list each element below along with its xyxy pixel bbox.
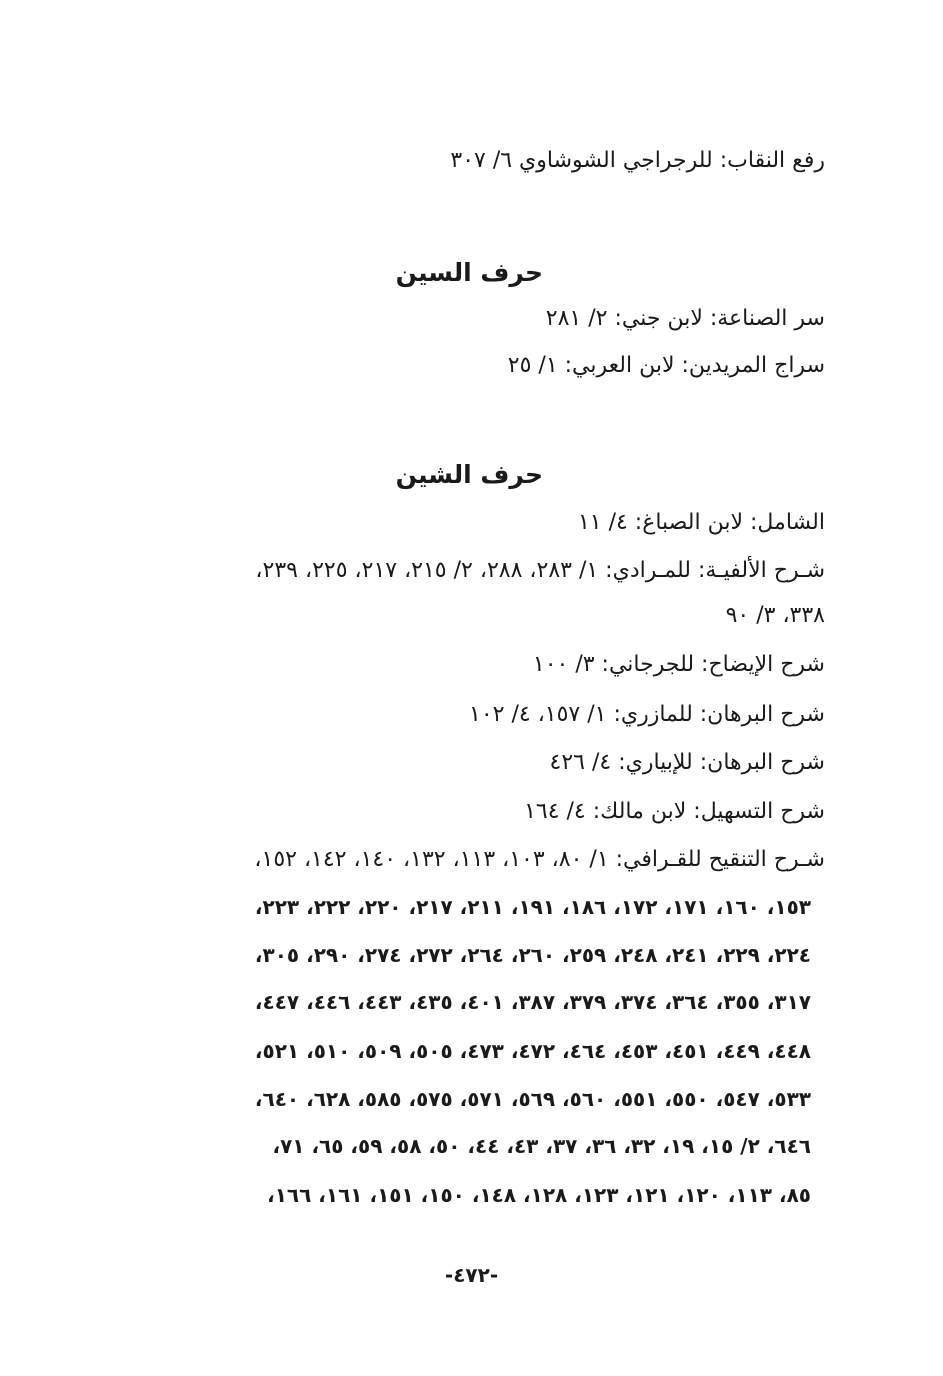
entry-sharh-al-burhan-ibyari: شرح البرهان: للإبياري: ٤/ ٤٢٦ bbox=[549, 750, 825, 775]
entry-sirr-al-sinaa: سر الصناعة: لابن جني: ٢/ ٢٨١ bbox=[545, 306, 825, 331]
tanqih-pages-line-4: ٤٤٨، ٤٤٩، ٤٥١، ٤٥٣، ٤٦٤، ٤٧٢، ٤٧٣، ٥٠٥، ٥٠٩، ٥١٠، ٥٢١، bbox=[254, 1039, 811, 1063]
entry-siraj-al-muridin: سراج المريدين: لابن العربي: ١/ ٢٥ bbox=[507, 353, 825, 378]
entry-sharh-al-tanqih: شـرح التنقيح للقـرافي: ١/ ٨٠، ١٠٣، ١١٣، ١٣٢، ١٤٠، ١٤٢، ١٥٢، bbox=[254, 847, 825, 872]
entry-sharh-al-tashil: شرح التسهيل: لابن مالك: ٤/ ١٦٤ bbox=[524, 799, 825, 824]
page-number: -٤٧٢- bbox=[444, 1263, 499, 1287]
section-heading-sin: حرف السين bbox=[395, 258, 543, 287]
tanqih-pages-line-5: ٥٣٣، ٥٤٧، ٥٥٠، ٥٥١، ٥٦٠، ٥٦٩، ٥٧١، ٥٧٥، ٥٨٥، ٦٢٨، ٦٤٠، bbox=[254, 1087, 811, 1111]
entry-sharh-al-alfiya: شـرح الألفيـة: للمـرادي: ١/ ٢٨٣، ٢٨٨، ٢/ ٢١٥، ٢١٧، ٢٢٥، ٢٣٩، bbox=[255, 558, 825, 583]
entry-al-shamil: الشامل: لابن الصباغ: ٤/ ١١ bbox=[577, 510, 825, 535]
tanqih-pages-line-2: ٢٢٤، ٢٢٩، ٢٤١، ٢٤٨، ٢٥٩، ٢٦٠، ٢٦٤، ٢٧٢، ٢٧٤، ٢٩٠، ٣٠٥، bbox=[254, 943, 811, 967]
tanqih-pages-line-3: ٣١٧، ٣٥٥، ٣٦٤، ٣٧٤، ٣٧٩، ٣٨٧، ٤٠١، ٤٣٥، ٤٤٣، ٤٤٦، ٤٤٧، bbox=[254, 990, 811, 1014]
entry-sharh-al-burhan-mazari: شرح البرهان: للمازري: ١/ ١٥٧، ٤/ ١٠٢ bbox=[469, 702, 825, 727]
tanqih-pages-line-6: ٦٤٦، ٢/ ١٥، ١٩، ٣٢، ٣٦، ٣٧، ٤٣، ٤٤، ٥٠، ٥٨، ٥٩، ٦٥، ٧١، bbox=[272, 1134, 811, 1158]
tanqih-pages-line-1: ١٥٣، ١٦٠، ١٧١، ١٧٢، ١٨٦، ١٩١، ٢١١، ٢١٧، ٢٢٠، ٢٢٢، ٢٢٣، bbox=[254, 895, 811, 919]
entry-raf-al-niqab: رفع النقاب: للرجراجي الشوشاوي ٦/ ٣٠٧ bbox=[450, 148, 825, 173]
section-heading-shin: حرف الشين bbox=[395, 460, 543, 489]
entry-sharh-al-alfiya-cont: ٣٣٨، ٣/ ٩٠ bbox=[725, 603, 825, 628]
tanqih-pages-line-7: ٨٥، ١١٣، ١٢٠، ١٢١، ١٢٣، ١٢٨، ١٤٨، ١٥٠، ١٥١، ١٦١، ١٦٦، bbox=[267, 1183, 811, 1207]
entry-sharh-al-idah: شرح الإيضاح: للجرجاني: ٣/ ١٠٠ bbox=[532, 652, 825, 677]
